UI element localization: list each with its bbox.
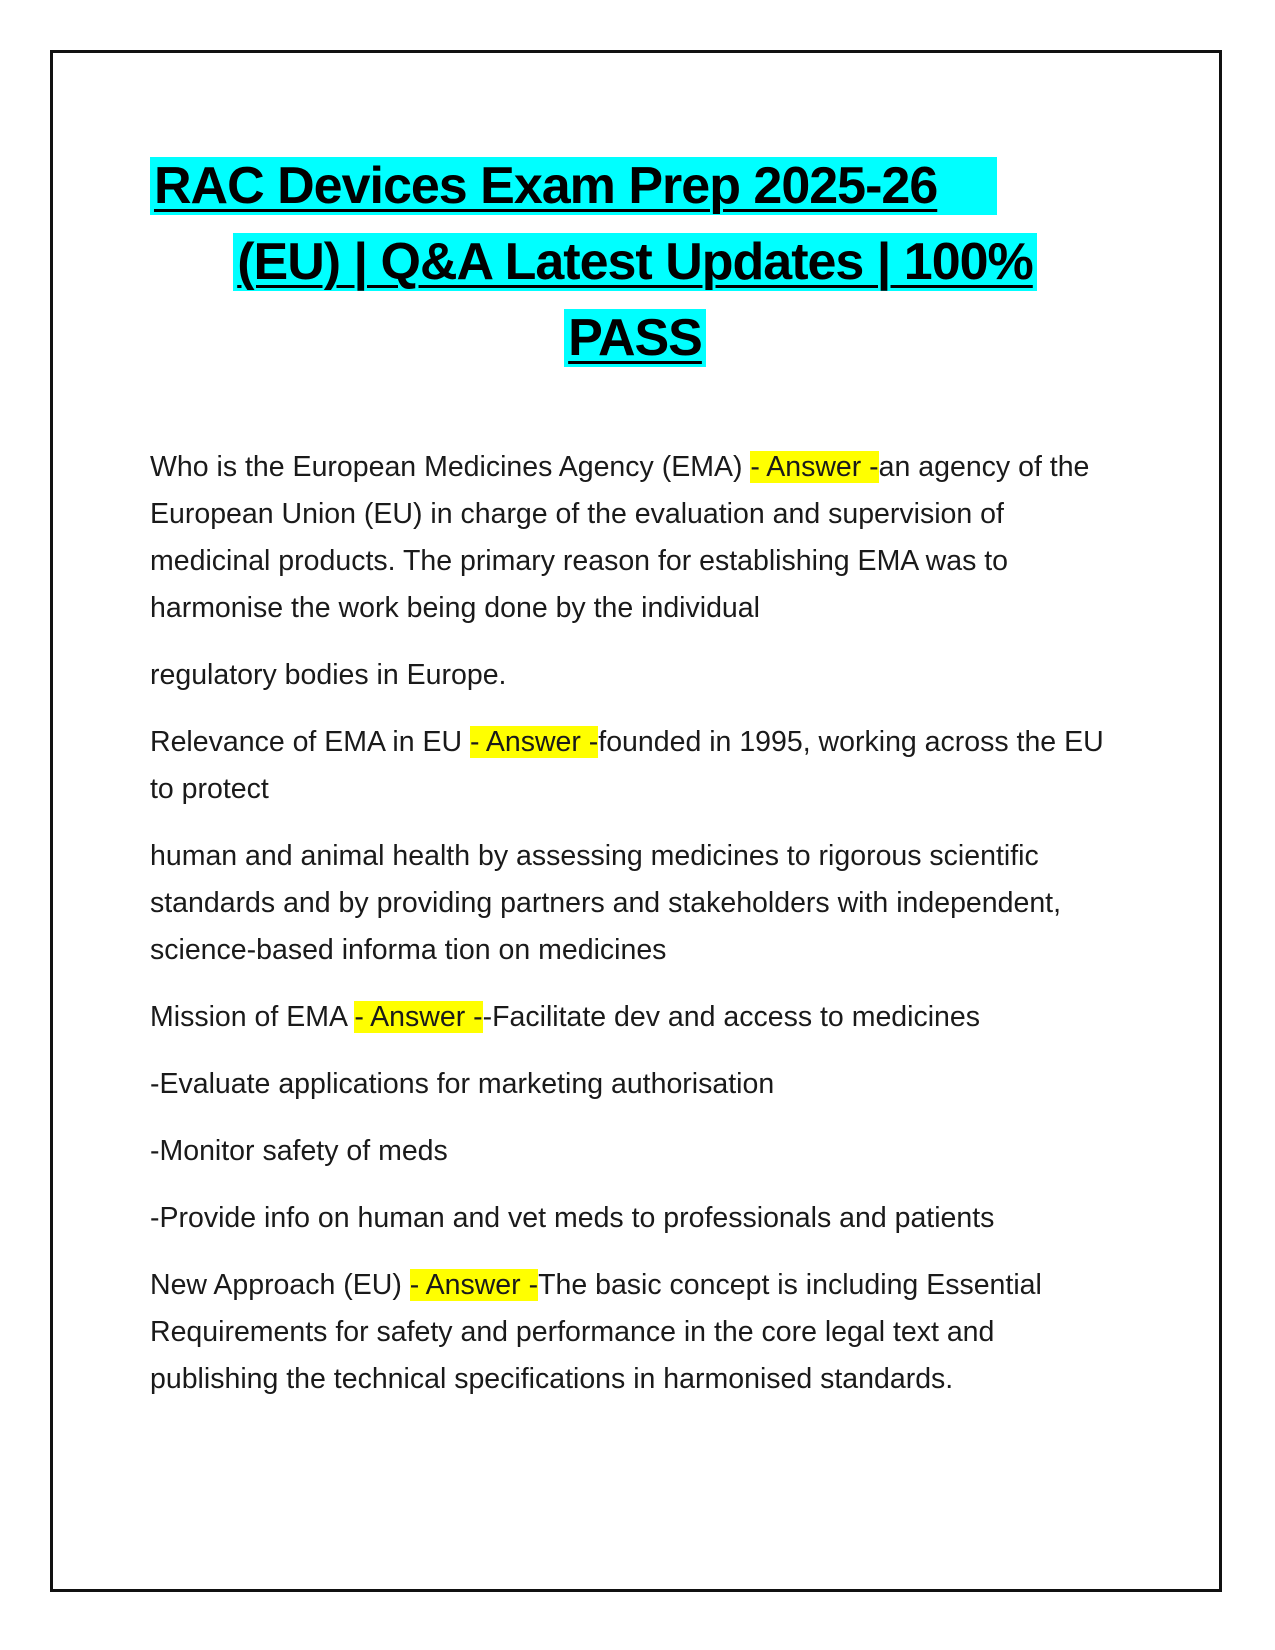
continuation-paragraph: regulatory bodies in Europe. <box>150 659 507 691</box>
qa-entry-new-approach <box>150 1262 1120 1403</box>
qa-entry-ema-definition <box>150 444 1120 632</box>
qa-entry-ema-relevance <box>150 719 1120 813</box>
answer-text: an agency of the European Union (EU) in charge of the evaluation and supervision of medicinal products. The primary reason for establishing EMA was to harmonise the work being done by the individual <box>150 451 1090 624</box>
answer-text: The basic concept is including Essential Requirements for safety and performance in the core legal text and publishing the technical specifications in harmonised standards. <box>150 1269 1042 1395</box>
question-text: Relevance of EMA in EU <box>150 726 470 758</box>
page-title <box>150 148 1120 376</box>
answer-marker: - Answer - <box>354 1001 483 1033</box>
question-text: New Approach (EU) <box>150 1269 410 1301</box>
answer-marker: - Answer - <box>470 726 599 758</box>
answer-marker: - Answer - <box>750 451 879 483</box>
title-line-3: PASS <box>150 300 1120 376</box>
continuation-paragraph: human and animal health by assessing medicines to rigorous scientific standards and by providing partners and stakeholders with independent, science-based informa tion on medicines <box>150 840 1062 966</box>
qa-content <box>150 444 1120 1423</box>
answer-marker: - Answer - <box>409 1269 539 1301</box>
answer-text: founded in 1995, working across the EU to protect <box>150 726 1104 805</box>
answer-text: -Facilitate dev and access to medicines <box>482 1001 981 1033</box>
question-text: Who is the European Medicines Agency (EMA) <box>150 451 751 483</box>
question-text: Mission of EMA <box>150 1001 355 1033</box>
mission-list-item: -Monitor safety of meds <box>150 1135 448 1167</box>
mission-list-item: -Evaluate applications for marketing authorisation <box>150 1068 775 1100</box>
qa-entry-ema-mission <box>150 994 1120 1041</box>
mission-list-item: -Provide info on human and vet meds to professionals and patients <box>150 1202 995 1234</box>
title-line-2: (EU) | Q&A Latest Updates | 100% <box>150 224 1120 300</box>
title-line-1: RAC Devices Exam Prep 2025-26 <box>150 148 1120 224</box>
